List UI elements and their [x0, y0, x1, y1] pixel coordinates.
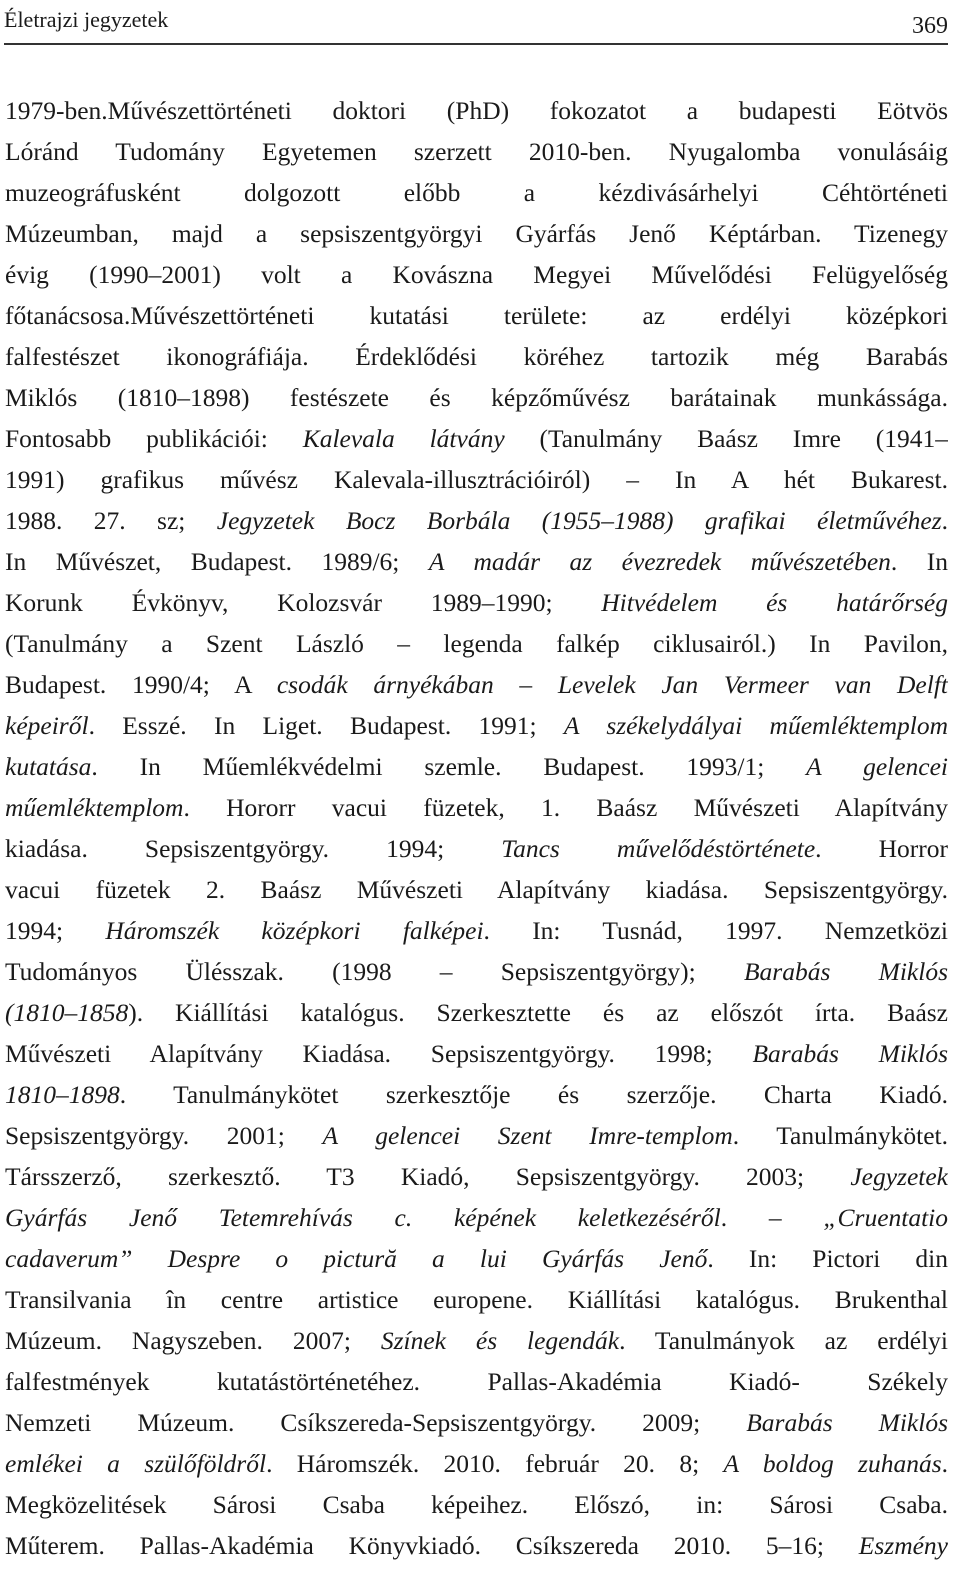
- text-segment: . Esszé. In Liget. Budapest. 1991;: [88, 711, 564, 740]
- text-line: [5, 582, 948, 623]
- text-segment: . Háromszék. 2010. február 20. 8;: [266, 1449, 724, 1478]
- text-segment: Lóránd Tudomány Egyetemen szerzett 2010-ben. Nyugalomba vonulásáig: [5, 137, 948, 166]
- text-line: [5, 1197, 948, 1238]
- text-segment: muzeográfusként dolgozott előbb a kézdivásárhelyi Céhtörténeti: [5, 178, 948, 207]
- italic-title-segment: Kalevala látvány: [302, 424, 505, 453]
- text-segment: . In: [890, 547, 948, 576]
- page-number: 369: [912, 13, 948, 39]
- text-line: [5, 1361, 948, 1402]
- text-segment: Budapest. 1990/4; A: [5, 670, 277, 699]
- text-segment: 1979-ben.Művészettörténeti doktori (PhD) fokozatot a budapesti Eötvös: [5, 96, 948, 125]
- italic-title-segment: Barabás Miklós: [752, 1039, 948, 1068]
- italic-title-segment: Hitvédelem és határőrség: [601, 588, 948, 617]
- text-line: [5, 131, 948, 172]
- italic-title-segment: A madár az évezredek művészetében: [428, 547, 891, 576]
- text-segment: Sepsiszentgyörgy. 2001;: [5, 1121, 323, 1150]
- text-segment: . –: [720, 1203, 824, 1232]
- italic-title-segment: csodák árnyékában – Levelek Jan Vermeer van Delft: [276, 670, 948, 699]
- text-line: [5, 90, 948, 131]
- italic-title-segment: Eszmény: [858, 1531, 948, 1560]
- text-line: [5, 1238, 948, 1279]
- italic-title-segment: műemléktemplom: [5, 793, 184, 822]
- text-segment: Korunk Évkönyv, Kolozsvár 1989–1990;: [5, 588, 602, 617]
- biography-text: [5, 90, 948, 1566]
- italic-title-segment: A boldog zuhanás: [723, 1449, 942, 1478]
- text-segment: Miklós (1810–1898) festészete és képzőművész barátainak munkássága.: [5, 383, 948, 412]
- text-line: [5, 869, 948, 910]
- text-segment: Társszerző, szerkesztő. T3 Kiadó, Sepsiszentgyörgy. 2003;: [5, 1162, 851, 1191]
- text-segment: . Tanulmánykötet.: [732, 1121, 948, 1150]
- italic-title-segment: Jegyzetek Bocz Borbála (1955–1988) grafikai életművéhez: [216, 506, 942, 535]
- text-segment: . Horror: [815, 834, 948, 863]
- text-line: [5, 336, 948, 377]
- italic-title-segment: Barabás Miklós: [746, 1408, 948, 1437]
- italic-title-segment: „Cruentatio: [823, 1203, 948, 1232]
- text-line: [5, 1525, 948, 1566]
- text-line: [5, 1033, 948, 1074]
- text-line: [5, 254, 948, 295]
- text-line: [5, 828, 948, 869]
- text-segment: főtanácsosa.Művészettörténeti kutatási területe: az erdélyi középkori: [5, 301, 948, 330]
- text-line: [5, 377, 948, 418]
- text-segment: falfestmények kutatástörténetéhez. Pallas-Akadémia Kiadó- Székely: [5, 1367, 948, 1396]
- text-segment: .: [941, 506, 948, 535]
- italic-title-segment: Színek és legendák: [380, 1326, 620, 1355]
- text-segment: 1994;: [5, 916, 106, 945]
- running-header: [4, 6, 948, 40]
- text-line: [5, 541, 948, 582]
- text-segment: . In: Pictori din: [707, 1244, 948, 1273]
- text-line: [5, 705, 948, 746]
- italic-title-segment: képeiről: [5, 711, 89, 740]
- text-segment: . In Műemlékvédelmi szemle. Budapest. 1993/1;: [91, 752, 807, 781]
- italic-title-segment: Gyárfás Jenő Tetemrehívás c. képének keletkezéséről: [5, 1203, 721, 1232]
- text-line: [5, 295, 948, 336]
- text-line: [5, 418, 948, 459]
- italic-title-segment: A gelencei: [806, 752, 948, 781]
- text-segment: Múzeum. Nagyszeben. 2007;: [5, 1326, 381, 1355]
- text-segment: kiadása. Sepsiszentgyörgy. 1994;: [5, 834, 502, 863]
- text-line: [5, 787, 948, 828]
- italic-title-segment: kutatása: [5, 752, 92, 781]
- text-segment: évig (1990–2001) volt a Kovászna Megyei Művelődési Felügyelőség: [5, 260, 948, 289]
- text-segment: Nemzeti Múzeum. Csíkszereda-Sepsiszentgyörgy. 2009;: [5, 1408, 747, 1437]
- text-segment: Tudományos Ülésszak. (1998 – Sepsiszentgyörgy);: [5, 957, 744, 986]
- text-line: [5, 459, 948, 500]
- text-line: [5, 1115, 948, 1156]
- text-line: [5, 1402, 948, 1443]
- text-line: [5, 951, 948, 992]
- header-rule: [4, 43, 948, 45]
- text-line: [5, 1074, 948, 1115]
- text-segment: Múzeumban, majd a sepsiszentgyörgyi Gyárfás Jenő Képtárban. Tizenegy: [5, 219, 948, 248]
- text-line: [5, 623, 948, 664]
- text-line: [5, 1484, 948, 1525]
- text-line: [5, 746, 948, 787]
- italic-title-segment: (1810–1858: [5, 998, 129, 1027]
- text-line: [5, 1279, 948, 1320]
- text-line: [5, 213, 948, 254]
- text-line: [5, 910, 948, 951]
- text-segment: 1991) grafikus művész Kalevala-illusztrációiról) – In A hét Bukarest.: [5, 465, 948, 494]
- italic-title-segment: 1810–1898: [5, 1080, 120, 1109]
- italic-title-segment: Háromszék középkori falképei: [105, 916, 484, 945]
- text-segment: (Tanulmány a Szent László – legenda falkép ciklusairól.) In Pavilon,: [5, 629, 948, 658]
- text-line: [5, 1443, 948, 1484]
- italic-title-segment: Jegyzetek: [850, 1162, 948, 1191]
- italic-title-segment: A székelydályai műemléktemplom: [563, 711, 948, 740]
- text-segment: In Művészet, Budapest. 1989/6;: [5, 547, 429, 576]
- text-segment: ). Kiállítási katalógus. Szerkesztette és az előszót írta. Baász: [128, 998, 948, 1027]
- running-header-title: Életrajzi jegyzetek: [4, 7, 169, 32]
- text-segment: 1988. 27. sz;: [5, 506, 217, 535]
- text-line: [5, 1156, 948, 1197]
- text-segment: Fontosabb publikációi:: [5, 424, 303, 453]
- italic-title-segment: Tancs művelődéstörténete: [501, 834, 816, 863]
- italic-title-segment: A gelencei Szent Imre-templom: [322, 1121, 733, 1150]
- text-segment: . Hororr vacui füzetek, 1. Baász Művészeti Alapítvány: [183, 793, 948, 822]
- text-segment: Megközelitések Sárosi Csaba képeihez. Előszó, in: Sárosi Csaba.: [5, 1490, 948, 1519]
- text-segment: Művészeti Alapítvány Kiadása. Sepsiszentgyörgy. 1998;: [5, 1039, 753, 1068]
- text-segment: (Tanulmány Baász Imre (1941–: [504, 424, 948, 453]
- italic-title-segment: emlékei a szülőföldről: [5, 1449, 267, 1478]
- text-segment: . Tanulmányok az erdélyi: [619, 1326, 948, 1355]
- text-segment: . In: Tusnád, 1997. Nemzetközi: [483, 916, 948, 945]
- text-segment: falfestészet ikonográfiája. Érdeklődési köréhez tartozik még Barabás: [5, 342, 948, 371]
- text-segment: vacui füzetek 2. Baász Művészeti Alapítvány kiadása. Sepsiszentgyörgy.: [5, 875, 948, 904]
- text-line: [5, 664, 948, 705]
- text-segment: Transilvania în centre artistice europene. Kiállítási katalógus. Brukenthal: [5, 1285, 948, 1314]
- text-segment: .: [941, 1449, 948, 1478]
- text-line: [5, 500, 948, 541]
- text-segment: Műterem. Pallas-Akadémia Könyvkiadó. Csíkszereda 2010. 5–16;: [5, 1531, 859, 1560]
- italic-title-segment: Barabás Miklós: [743, 957, 948, 986]
- italic-title-segment: cadaverum” Despre o pictură a lui Gyárfás Jenő: [5, 1244, 708, 1273]
- text-line: [5, 1320, 948, 1361]
- text-line: [5, 992, 948, 1033]
- text-segment: . Tanulmánykötet szerkesztője és szerzője. Charta Kiadó.: [119, 1080, 948, 1109]
- text-line: [5, 172, 948, 213]
